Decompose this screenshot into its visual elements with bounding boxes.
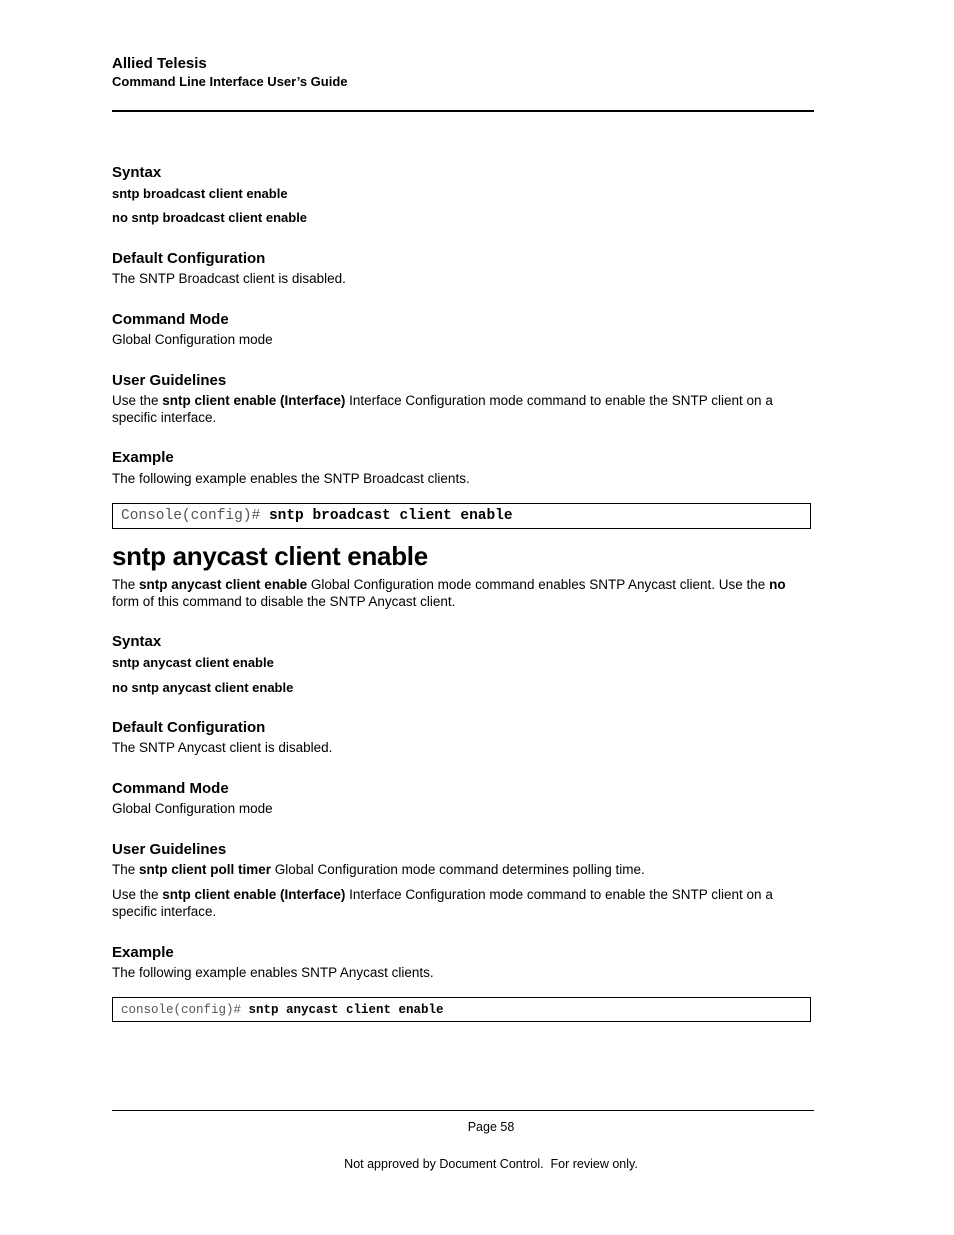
command-mode-heading: Command Mode: [112, 780, 229, 797]
example-heading: Example: [112, 449, 174, 466]
code-example-box: [112, 503, 811, 529]
syntax-line: no sntp broadcast client enable: [112, 210, 308, 225]
syntax-heading: Syntax: [112, 164, 162, 181]
default-config-heading: Default Configuration: [112, 719, 266, 736]
user-guidelines-text: The sntp client poll timer Global Configuration mode command determines polling time.: [112, 862, 645, 877]
default-config-heading: Default Configuration: [112, 250, 266, 267]
command-mode-text: Global Configuration mode: [112, 801, 273, 816]
command-title: sntp anycast client enable: [112, 541, 428, 571]
footer-rule: [112, 1110, 814, 1111]
syntax-line: sntp broadcast client enable: [112, 186, 288, 201]
review-note: Not approved by Document Control. For review only.: [344, 1157, 638, 1171]
header-guide-title: Command Line Interface User’s Guide: [112, 74, 348, 89]
syntax-line: no sntp anycast client enable: [112, 680, 294, 695]
header-company: Allied Telesis: [112, 55, 207, 72]
example-text: The following example enables the SNTP Broadcast clients.: [112, 471, 470, 486]
default-config-text: The SNTP Broadcast client is disabled.: [112, 271, 346, 286]
code-example-box: [112, 997, 811, 1022]
example-text: The following example enables SNTP Anycast clients.: [112, 965, 434, 980]
code-command: sntp broadcast client enable: [268, 508, 513, 524]
command-intro: The sntp anycast client enable Global Configuration mode command enables SNTP Anycast client. Use the no form of this command to disable the SNTP Anycast client.: [112, 577, 786, 609]
syntax-line: sntp anycast client enable: [112, 655, 274, 670]
user-guidelines-heading: User Guidelines: [112, 841, 227, 858]
default-config-text: The SNTP Anycast client is disabled.: [112, 740, 333, 755]
header-rule: [112, 110, 814, 112]
user-guidelines-heading: User Guidelines: [112, 372, 227, 389]
example-heading: Example: [112, 944, 174, 961]
user-guidelines-text: Use the sntp client enable (Interface) Interface Configuration mode command to enable the SNTP client on a specific interface.: [112, 887, 773, 919]
code-prompt: Console(config)#: [121, 508, 269, 524]
code-command: sntp anycast client enable: [248, 1002, 444, 1017]
command-mode-text: Global Configuration mode: [112, 332, 273, 347]
command-reference: sntp client enable (Interface): [162, 393, 346, 408]
page-number: Page 58: [467, 1120, 515, 1134]
code-prompt: console(config)#: [121, 1002, 249, 1017]
command-mode-heading: Command Mode: [112, 311, 229, 328]
user-guidelines-text: Use the sntp client enable (Interface) Interface Configuration mode command to enable the SNTP client on a specific interface.: [112, 393, 773, 425]
syntax-heading: Syntax: [112, 633, 162, 650]
